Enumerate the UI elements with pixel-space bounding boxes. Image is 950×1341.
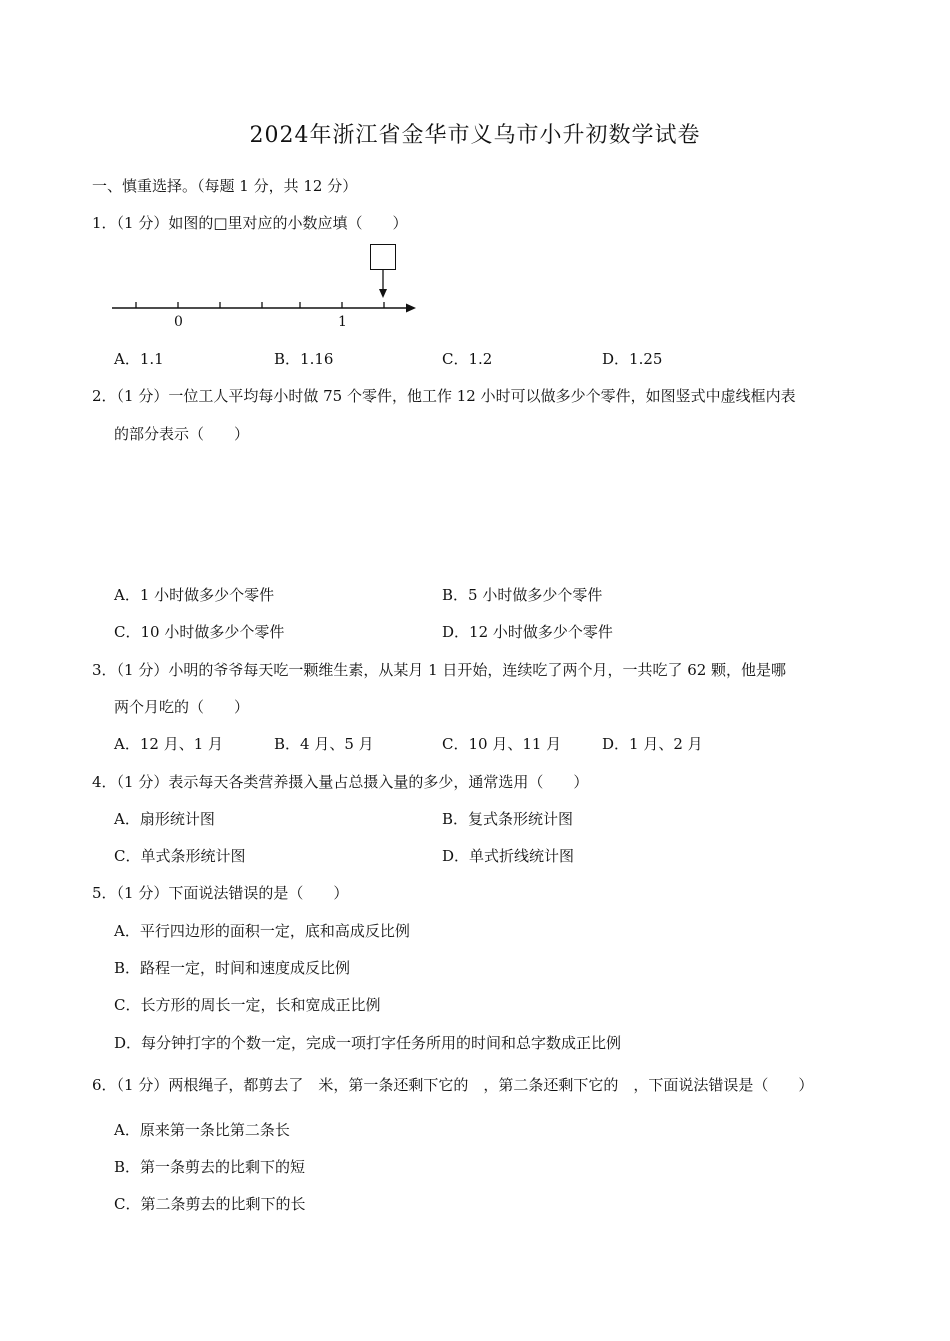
q2-option-d: D．12 小时做多少个零件 bbox=[442, 623, 613, 641]
q4-option-a: A．扇形统计图 bbox=[114, 810, 215, 828]
question-1-stem: 1．（1 分）如图的□里对应的小数应填（ ） bbox=[92, 214, 408, 232]
number-line-figure bbox=[112, 240, 422, 338]
pointer-arrow-icon bbox=[379, 289, 387, 298]
q6-option-b: B．第一条剪去的比剩下的短 bbox=[114, 1158, 306, 1176]
q1-option-c: C．1.2 bbox=[442, 350, 493, 368]
question-3-stem-line1: 3．（1 分）小明的爷爷每天吃一颗维生素，从某月 1 日开始，连续吃了两个月，一共吃了 62 颗，他是哪 bbox=[92, 661, 787, 679]
number-line-svg bbox=[112, 240, 422, 338]
question-2-stem-line1: 2．（1 分）一位工人平均每小时做 75 个零件，他工作 12 小时可以做多少个零件，如图竖式中虚线框内表 bbox=[92, 387, 796, 405]
question-4-stem: 4．（1 分）表示每天各类营养摄入量占总摄入量的多少，通常选用（ ） bbox=[92, 773, 589, 791]
question-5-stem: 5．（1 分）下面说法错误的是（ ） bbox=[92, 884, 349, 902]
q4-option-b: B．复式条形统计图 bbox=[442, 810, 574, 828]
q5-option-b: B．路程一定，时间和速度成反比例 bbox=[114, 959, 351, 977]
q4-option-c: C．单式条形统计图 bbox=[114, 847, 246, 865]
q2-option-b: B．5 小时做多少个零件 bbox=[442, 586, 603, 604]
q3-option-b: B．4 月、5 月 bbox=[274, 735, 374, 753]
q1-option-b: B．1.16 bbox=[274, 350, 334, 368]
page-title: 2024年浙江省金华市义乌市小升初数学试卷 bbox=[249, 123, 701, 148]
q4-option-d: D．单式折线统计图 bbox=[442, 847, 575, 865]
tick-label-0: 0 bbox=[174, 314, 183, 330]
q5-option-d: D．每分钟打字的个数一定，完成一项打字任务所用的时间和总字数成正比例 bbox=[114, 1034, 622, 1052]
question-6-stem: 6．（1 分）两根绳子，都剪去了 米，第一条还剩下它的 ，第二条还剩下它的 ，下面说法错误是（ ） bbox=[92, 1076, 814, 1094]
axis-arrow-icon bbox=[406, 304, 416, 313]
q2-option-a: A．1 小时做多少个零件 bbox=[114, 586, 275, 604]
section-heading: 一、慎重选择。（每题 1 分，共 12 分） bbox=[92, 177, 358, 195]
q3-option-a: A．12 月、1 月 bbox=[114, 735, 223, 753]
q6-option-a: A．原来第一条比第二条长 bbox=[114, 1121, 290, 1139]
tick-label-1: 1 bbox=[338, 314, 347, 330]
question-3-stem-line2: 两个月吃的（ ） bbox=[114, 698, 250, 716]
q1-option-d: D．1.25 bbox=[602, 350, 663, 368]
q1-option-a: A．1.1 bbox=[114, 350, 164, 368]
question-2-stem-line2: 的部分表示（ ） bbox=[114, 425, 250, 443]
q3-option-c: C．10 月、11 月 bbox=[442, 735, 562, 753]
q6-option-c: C．第二条剪去的比剩下的长 bbox=[114, 1195, 306, 1213]
q3-option-d: D．1 月、2 月 bbox=[602, 735, 703, 753]
q5-option-a: A．平行四边形的面积一定，底和高成反比例 bbox=[114, 922, 410, 940]
q5-option-c: C．长方形的周长一定，长和宽成正比例 bbox=[114, 996, 381, 1014]
q2-option-c: C．10 小时做多少个零件 bbox=[114, 623, 285, 641]
